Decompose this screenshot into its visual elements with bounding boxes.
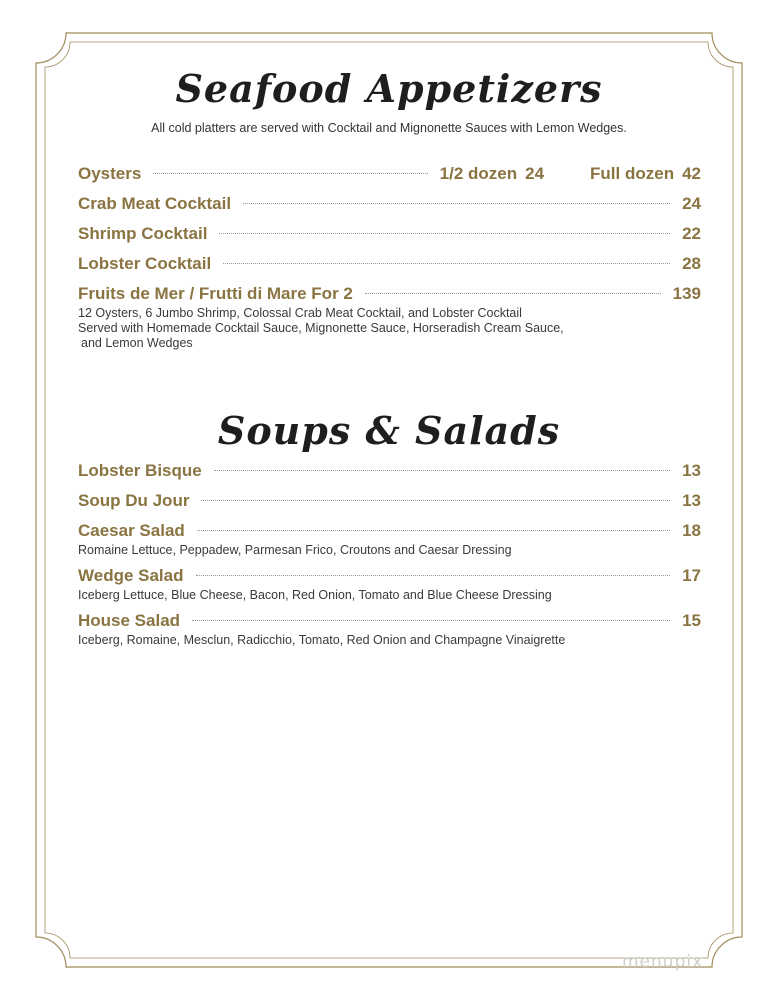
description-line: and Lemon Wedges: [81, 336, 193, 350]
dot-leader: [243, 203, 670, 204]
description-line: Served with Homemade Cocktail Sauce, Mignonette Sauce, Horseradish Cream Sauce,: [78, 321, 564, 335]
description-line: 12 Oysters, 6 Jumbo Shrimp, Colossal Crab Meat Cocktail, and Lobster Cocktail: [78, 306, 522, 320]
menu-item: [78, 491, 701, 513]
item-price: 13: [682, 491, 701, 510]
full-dozen-label: Full dozen: [590, 164, 675, 183]
menu-item: [78, 284, 701, 351]
menu-item: [78, 461, 701, 483]
dot-leader: [197, 530, 670, 531]
item-name: House Salad: [78, 611, 181, 630]
dot-leader: [223, 263, 670, 264]
dot-leader: [192, 620, 670, 621]
soups-menu-list: [78, 461, 701, 656]
item-price: 24: [682, 194, 701, 213]
item-description: [78, 306, 701, 351]
item-price: 139: [672, 284, 701, 303]
item-name: Caesar Salad: [78, 521, 185, 540]
seafood-menu-list: [78, 164, 701, 359]
half-dozen-price: 24: [525, 164, 545, 183]
item-price: 13: [682, 461, 701, 480]
dot-leader: [153, 173, 427, 174]
item-price: 28: [682, 254, 701, 273]
menu-item-oysters: [78, 164, 701, 186]
soups-section-title: Soups & Salads: [217, 408, 561, 453]
item-price: 17: [682, 566, 701, 585]
menu-item: [78, 611, 701, 648]
item-price: 15: [682, 611, 701, 630]
seafood-section-title: Seafood Appetizers: [175, 66, 603, 111]
dot-leader: [219, 233, 670, 234]
item-price: 22: [682, 224, 701, 243]
menu-item: [78, 521, 701, 558]
dot-leader: [365, 293, 661, 294]
item-description: Iceberg, Romaine, Mesclun, Radicchio, Tomato, Red Onion and Champagne Vinaigrette: [78, 633, 566, 647]
item-name: Fruits de Mer / Frutti di Mare For 2: [78, 284, 353, 303]
item-description: Romaine Lettuce, Peppadew, Parmesan Frico, Croutons and Caesar Dressing: [78, 543, 512, 557]
menu-item: [78, 566, 701, 603]
menu-item: [78, 224, 701, 246]
item-name: Shrimp Cocktail: [78, 224, 208, 243]
watermark-logo: menupix: [622, 952, 704, 972]
item-name: Lobster Bisque: [78, 461, 202, 480]
item-name: Wedge Salad: [78, 566, 184, 585]
item-name: Oysters: [78, 164, 142, 183]
seafood-subtitle: All cold platters are served with Cocktail and Mignonette Sauces with Lemon Wedges.: [151, 121, 627, 135]
item-price: 18: [682, 521, 701, 540]
menu-item: [78, 194, 701, 216]
item-name: Soup Du Jour: [78, 491, 190, 510]
item-name: Crab Meat Cocktail: [78, 194, 232, 213]
dot-leader: [201, 500, 670, 501]
item-description: Iceberg Lettuce, Blue Cheese, Bacon, Red Onion, Tomato and Blue Cheese Dressing: [78, 588, 552, 602]
dot-leader: [214, 470, 670, 471]
dot-leader: [196, 575, 671, 576]
half-dozen-label: 1/2 dozen: [439, 164, 518, 183]
full-dozen-price: 42: [682, 164, 701, 183]
item-name: Lobster Cocktail: [78, 254, 212, 273]
menu-item: [78, 254, 701, 276]
